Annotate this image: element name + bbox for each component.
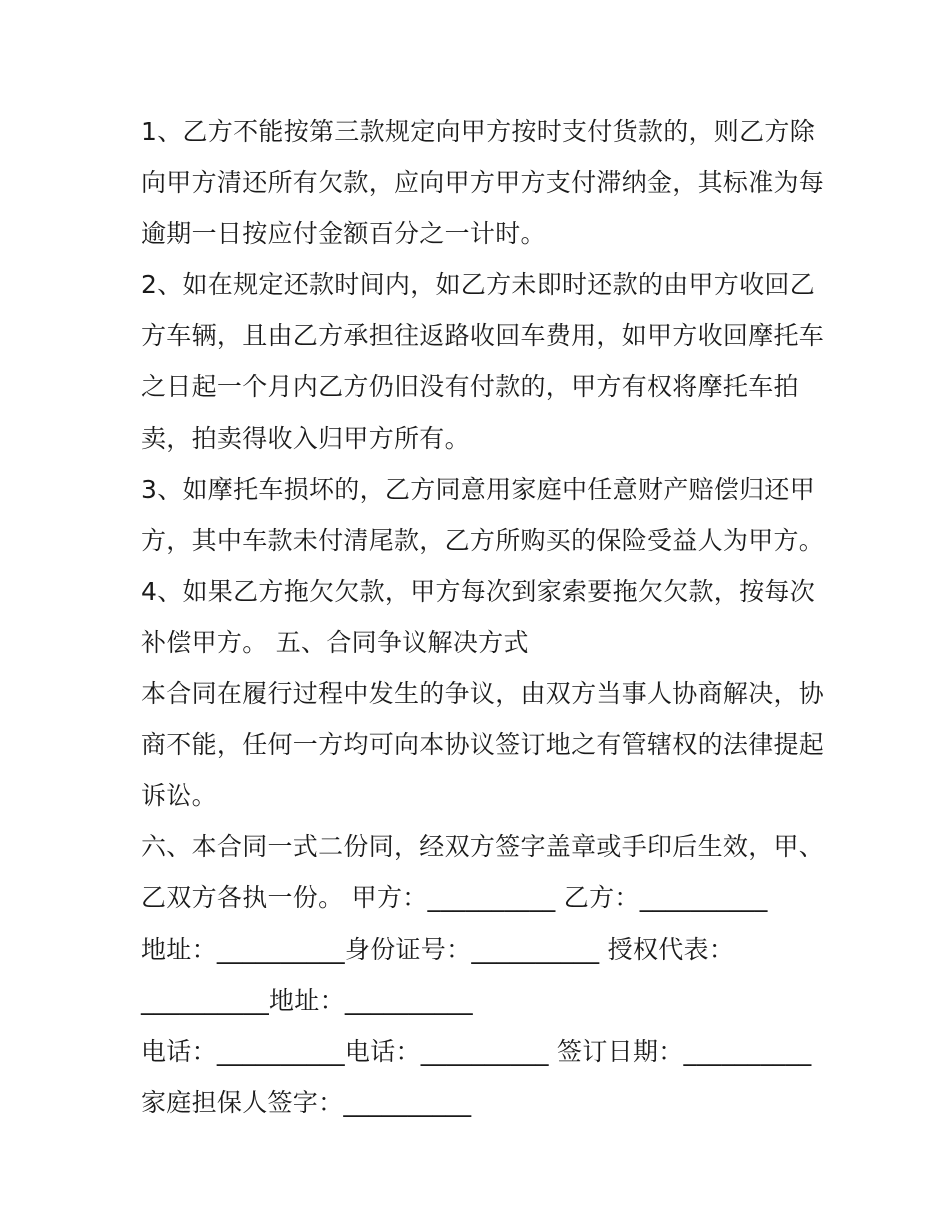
address-line: __________地址：__________	[141, 985, 473, 1015]
phone-date-line: 电话：__________电话：__________ 签订日期：__________	[141, 1036, 812, 1066]
clause-1-line-2: 向甲方清还所有欠款，应向甲方甲方支付滞纳金，其标准为每	[141, 168, 825, 198]
clause-3-line-2: 方，其中车款未付清尾款，乙方所购买的保险受益人为甲方。	[141, 525, 825, 555]
section-6-line-1: 六、本合同一式二份同，经双方签字盖章或手印后生效，甲、	[141, 832, 825, 862]
clause-2-line-1: 2、如在规定还款时间内，如乙方未即时还款的由甲方收回乙	[141, 270, 816, 300]
dispute-line-3: 诉讼。	[141, 781, 217, 811]
clause-2-line-2: 方车辆，且由乙方承担往返路收回车费用，如甲方收回摩托车	[141, 321, 825, 351]
clause-4-line-1: 4、如果乙方拖欠欠款，甲方每次到家索要拖欠欠款，按每次	[141, 576, 816, 606]
document-body	[141, 106, 831, 1128]
signature-parties-line: 乙双方各执一份。 甲方：__________ 乙方：__________	[141, 883, 768, 913]
clause-1-line-3: 逾期一日按应付金额百分之一计时。	[141, 219, 546, 249]
clause-1-line-1: 1、乙方不能按第三款规定向甲方按时支付货款的，则乙方除	[141, 117, 816, 146]
clause-4-line-2: 补偿甲方。 五、合同争议解决方式	[141, 627, 529, 657]
clause-2-line-3: 之日起一个月内乙方仍旧没有付款的，甲方有权将摩托车拍	[141, 372, 799, 402]
dispute-line-2: 商不能，任何一方均可向本协议签订地之有管辖权的法律提起	[141, 730, 825, 760]
clause-2-line-4: 卖，拍卖得收入归甲方所有。	[141, 423, 470, 453]
clause-3-line-1: 3、如摩托车损坏的，乙方同意用家庭中任意财产赔偿归还甲	[141, 474, 816, 504]
dispute-line-1: 本合同在履行过程中发生的争议，由双方当事人协商解决，协	[141, 679, 825, 709]
guarantor-signature-line: 家庭担保人签字：__________	[141, 1087, 472, 1117]
address-id-line: 地址：__________身份证号：__________ 授权代表：	[141, 934, 735, 964]
